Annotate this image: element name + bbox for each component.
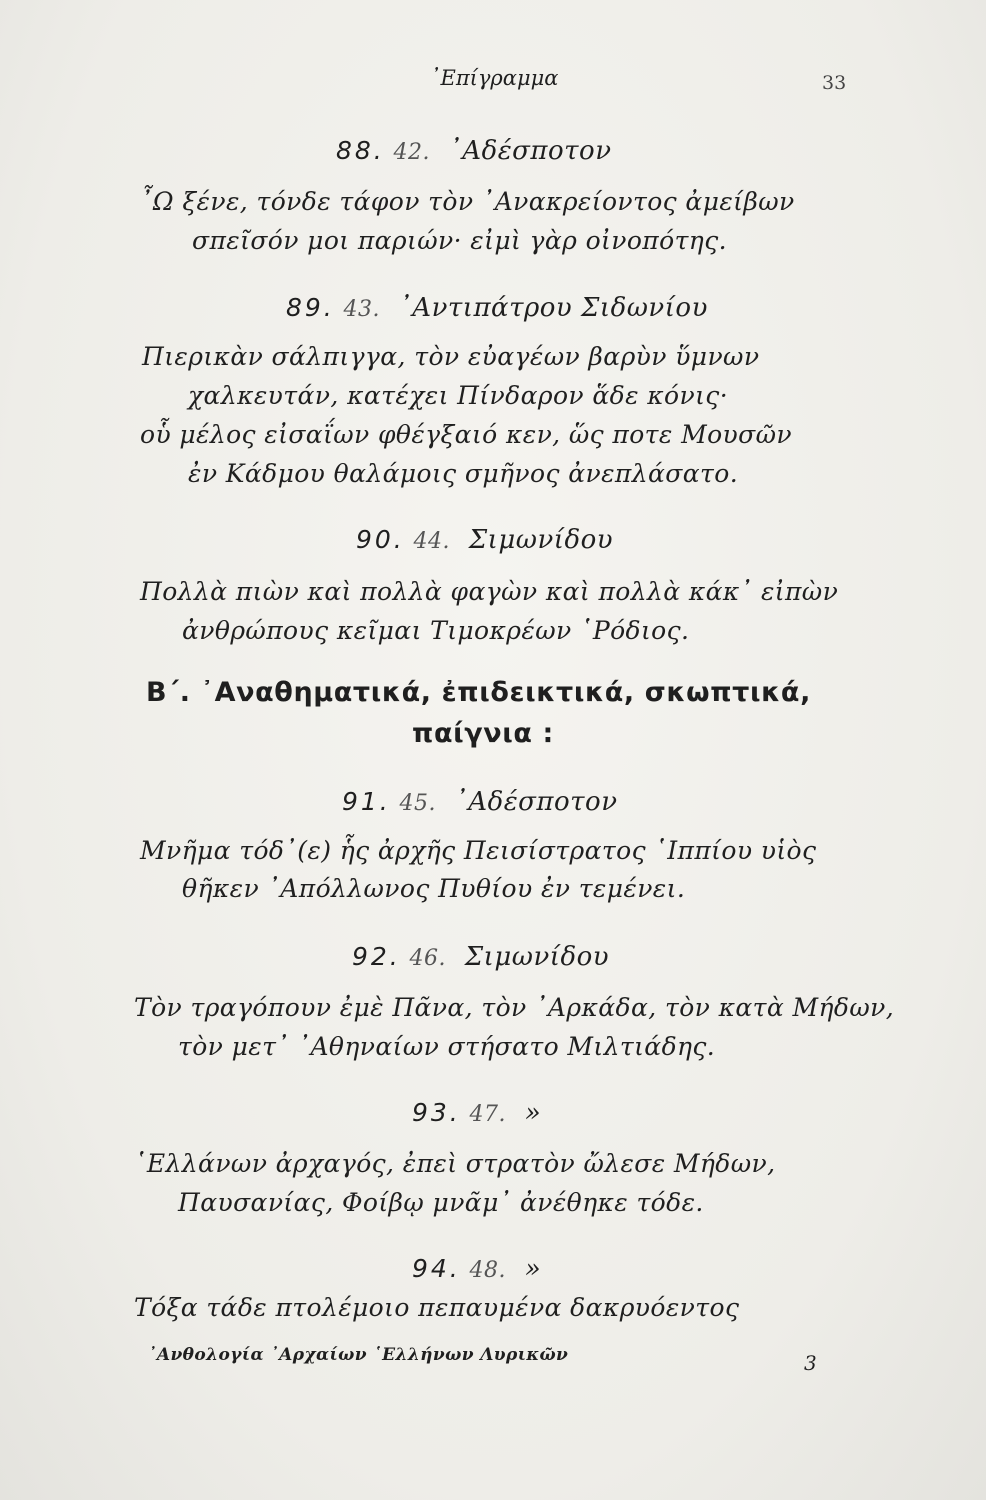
verse-line: οὗ μέλος εἰσαΐων φθέγξαιό κεν, ὥς ποτε Μουσῶν — [140, 420, 792, 449]
poem-subnumber: 47. — [469, 1102, 507, 1127]
poem-subnumber: 43. — [343, 297, 381, 322]
poem-author: Σιμωνίδου — [468, 525, 614, 555]
poem-heading — [286, 293, 708, 323]
poem-heading — [342, 787, 618, 817]
running-title: ᾽Επίγραμμα — [430, 66, 559, 90]
verse-line: ῏Ω ξένε, τόνδε τάφον τὸν ᾽Ανακρείοντος ἀμείβων — [140, 187, 795, 216]
poem-number: 93. — [412, 1098, 461, 1127]
poem-number: 94. — [412, 1254, 461, 1283]
verse-line: θῆκεν ᾽Απόλλωνος Πυθίου ἐν τεμένει. — [182, 874, 686, 903]
poem-heading — [412, 1098, 541, 1128]
verse-line: Πολλὰ πιὼν καὶ πολλὰ φαγὼν καὶ πολλὰ κάκ᾽ εἰπὼν — [140, 577, 839, 606]
verse-line: Πιερικὰν σάλπιγγα, τὸν εὐαγέων βαρὺν ὕμνων — [142, 342, 760, 371]
poem-author: ᾽Αντιπάτρου Σιδωνίου — [398, 293, 708, 323]
poem-author: Σιμωνίδου — [464, 942, 610, 972]
verse-line: Μνῆμα τόδ᾽(ε) ἧς ἀρχῆς Πεισίστρατος ῾Ιππίου υἱὸς — [140, 836, 817, 865]
verse-line: Τόξα τάδε πτολέμοιο πεπαυμένα δακρυόεντος — [134, 1293, 740, 1322]
poem-author: ᾽Αδέσποτον — [448, 136, 612, 166]
poem-heading — [412, 1254, 541, 1284]
poem-heading — [352, 942, 609, 972]
poem-subnumber: 46. — [409, 946, 447, 971]
verse-line: ῾Ελλάνων ἀρχαγός, ἐπεὶ στρατὸν ὤλεσε Μήδων, — [134, 1149, 776, 1178]
verse-line: ἐν Κάδμου θαλάμοις σμῆνος ἀνεπλάσατο. — [188, 459, 739, 488]
poem-subnumber: 45. — [399, 791, 437, 816]
poem-number: 91. — [342, 787, 391, 816]
verse-line: σπεῖσόν μοι παριών· εἰμὶ γὰρ οἰνοπότης. — [192, 226, 727, 255]
poem-subnumber: 42. — [393, 140, 431, 165]
poem-author: ᾽Αδέσποτον — [454, 787, 618, 817]
poem-number: 89. — [286, 293, 335, 322]
poem-subnumber: 48. — [469, 1258, 507, 1283]
verse-line: ἀνθρώπους κεῖμαι Τιμοκρέων ῾Ρόδιος. — [182, 616, 690, 645]
poem-number: 88. — [336, 136, 385, 165]
verse-line: Παυσανίας, Φοίβῳ μνᾶμ᾽ ἀνέθηκε τόδε. — [178, 1188, 704, 1217]
poem-heading — [356, 525, 613, 555]
verse-line: τὸν μετ᾽ ᾽Αθηναίων στήσατο Μιλτιάδης. — [178, 1032, 716, 1061]
footer-signature-mark: 3 — [804, 1351, 817, 1375]
footer-book-title: ᾽Ανθολογία ᾽Αρχαίων ῾Ελλήνων Λυρικῶν — [148, 1345, 569, 1365]
page-number: 33 — [822, 72, 847, 94]
verse-line: Τὸν τραγόπουν ἐμὲ Πᾶνα, τὸν ᾽Αρκάδα, τὸν κατὰ Μήδων, — [134, 993, 895, 1022]
poem-author: » — [524, 1254, 542, 1284]
section-heading: Β΄. ᾽Αναθηματικά, ἐπιδεικτικά, σκωπτικά, — [146, 677, 811, 708]
poem-heading — [336, 136, 612, 166]
section-heading-continuation: παίγνια : — [412, 718, 554, 749]
poem-number: 90. — [356, 525, 405, 554]
verse-line: χαλκευτάν, κατέχει Πίνδαρον ἅδε κόνις· — [188, 381, 729, 410]
poem-number: 92. — [352, 942, 401, 971]
poem-subnumber: 44. — [413, 529, 451, 554]
poem-author: » — [524, 1098, 542, 1128]
